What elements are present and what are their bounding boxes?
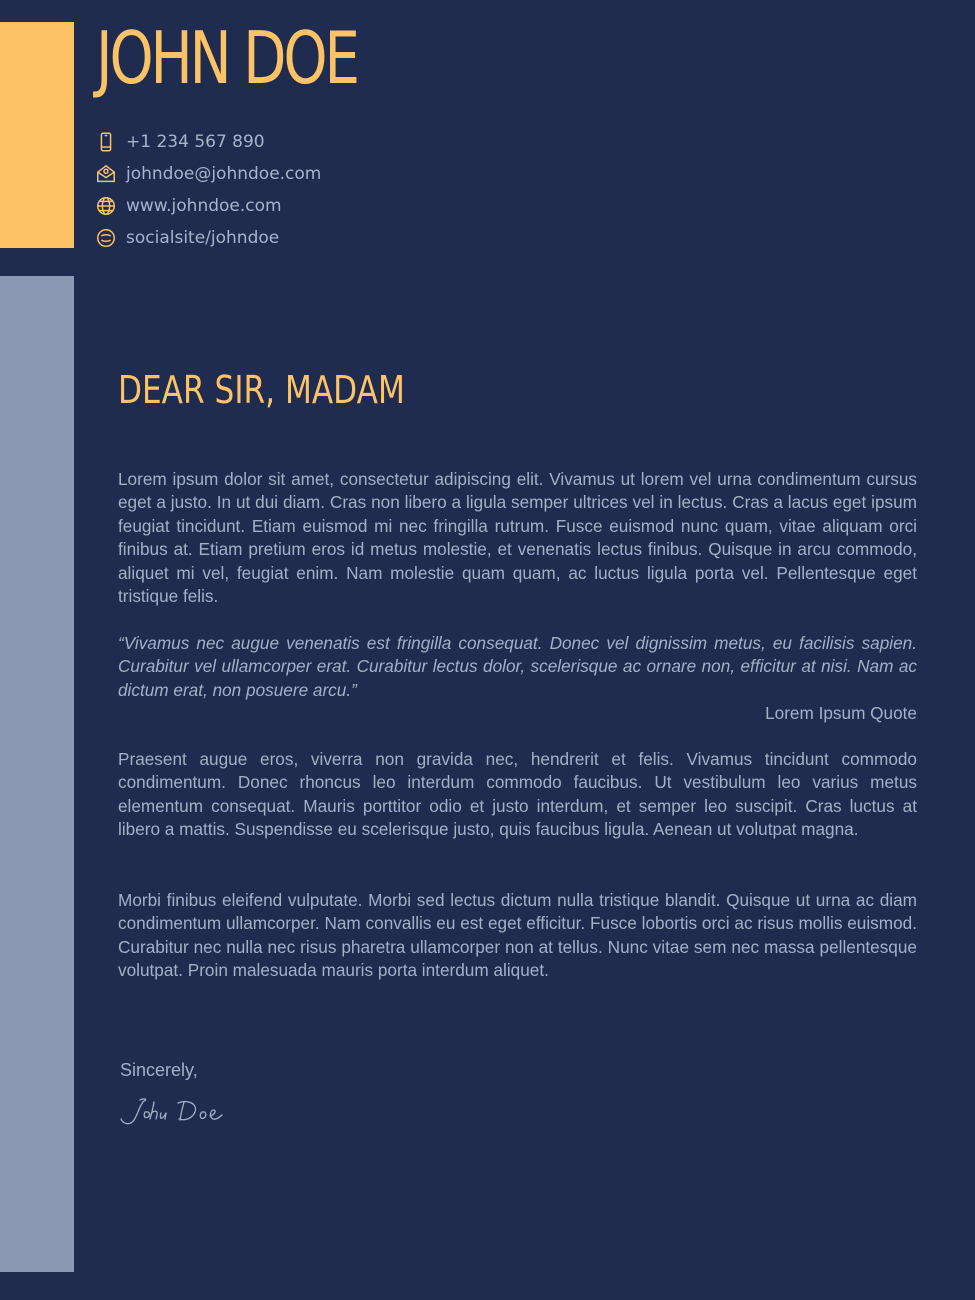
closing-line: Sincerely, <box>120 1060 198 1080</box>
body-paragraph-2: Praesent augue eros, viverra non gravida nec, hendrerit et felis. Vivamus tincidunt commodo condimentum. Donec rhoncus leo interdum commodo faucibus. Ut vestibulum leo varius metus elementum consequat. Mauris porttitor odio et justo interdum, et semper leo suscipit. Cras luctus at libero a mattis. Suspendisse eu scelerisque justo, quis faucibus ligula. Aenean ut volutpat magna. <box>118 749 917 840</box>
phone-icon <box>94 130 118 154</box>
quote-source: Lorem Ipsum Quote <box>765 703 917 723</box>
accent-bar <box>0 22 74 248</box>
quote-text: “Vivamus nec augue venenatis est fringilla consequat. Donec vel dignissim metus, eu facilisis sapien. Curabitur vel ullamcorper erat. Curabitur lectus dolor, scelerisque ac ornare non, efficitur at nisi. Nam ac dictum erat, non posuere arcu.” <box>118 633 917 700</box>
side-bar <box>0 276 74 1272</box>
signature-image <box>118 1092 248 1132</box>
body-paragraph-3: Morbi finibus eleifend vulputate. Morbi sed lectus dictum nulla tristique blandit. Quisque ut urna ac diam condimentum ullamcorper. Nam convallis eu est eget efficitur. Fusce lobortis orci ac risus mollis euismod. Curabitur nec nulla nec risus pharetra ullamcorper non at tellus. Nunc vitae sem nec massa pellentesque volutpat. Proin malesuada mauris porta interdum aliquet. <box>118 890 917 981</box>
email-icon <box>94 162 118 186</box>
contact-phone <box>94 126 321 158</box>
contact-list <box>94 126 321 254</box>
website-url[interactable]: www.johndoe.com <box>126 196 282 216</box>
globe-icon <box>94 194 118 218</box>
social-handle[interactable]: socialsite/johndoe <box>126 228 280 248</box>
social-icon <box>94 226 118 250</box>
body-paragraph-1: Lorem ipsum dolor sit amet, consectetur adipiscing elit. Vivamus ut lorem vel urna condimentum cursus eget a justo. In ut dui diam. Cras non libero a ligula semper ultrices vel in lectus. Cras a lacus eget ipsum feugiat tincidunt. Etiam euismod mi nec fringilla rutrum. Fusce euismod nunc quam, vitae aliquam orci finibus at. Etiam pretium eros id metus molestie, et venenatis lectus finibus. Quisque in arcu commodo, aliquet mi vel, feugiat enim. Nam molestie quam quam, ac luctus ligula porta vel. Pellentesque eget tristique felis. <box>118 469 917 607</box>
phone-number: +1 234 567 890 <box>126 132 265 152</box>
contact-website <box>94 190 321 222</box>
contact-email <box>94 158 321 190</box>
applicant-name: JOHN DOE <box>96 16 357 100</box>
contact-social <box>94 222 321 254</box>
greeting-heading: DEAR SIR, MADAM <box>118 368 405 412</box>
email-address[interactable]: johndoe@johndoe.com <box>126 164 322 184</box>
